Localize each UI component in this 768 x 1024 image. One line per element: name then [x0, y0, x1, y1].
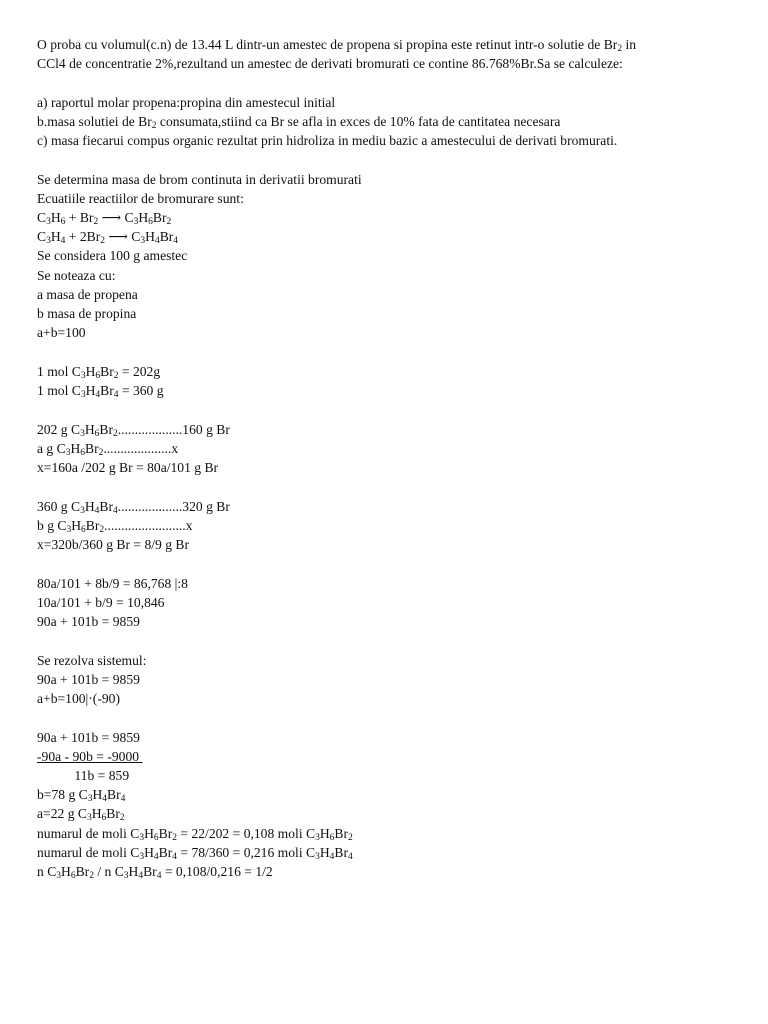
text-segment: = 0,108/0,216 = 1/2 [161, 864, 273, 879]
text-segment: Se rezolva sistemul: [37, 653, 147, 668]
text-line [37, 535, 189, 554]
subscript: 4 [156, 871, 162, 881]
text-segment: 360 g C [37, 499, 81, 514]
text-line [37, 651, 146, 670]
text-line [37, 804, 125, 823]
text-line [37, 112, 560, 131]
text-segment: 90a + 101b = 9859 [37, 672, 140, 687]
text-segment: n C [37, 864, 57, 879]
text-line [37, 728, 140, 747]
text-segment: Br [99, 499, 113, 514]
text-line [37, 824, 353, 843]
text-segment: Br [85, 518, 100, 533]
subscript: 6 [101, 813, 107, 823]
text-segment: ...................160 g Br [117, 422, 230, 437]
subscript: 3 [86, 813, 92, 823]
subscript: 2 [347, 833, 353, 843]
text-segment: Br [334, 845, 348, 860]
subscript: 3 [80, 429, 85, 439]
text-segment: Br [107, 787, 121, 802]
subscript: 4 [347, 852, 353, 862]
text-segment: H [50, 229, 61, 244]
text-line [37, 285, 138, 304]
text-segment: a g C [37, 441, 66, 456]
text-line [37, 497, 230, 516]
text-segment: a masa de propena [37, 287, 138, 302]
subscript: 3 [66, 525, 72, 535]
text-line [37, 208, 171, 227]
text-segment: consumata,stiind ca Br se afla in exces de 10% fata de cantitatea necesara [156, 114, 561, 129]
text-segment: 202 g C [37, 422, 81, 437]
subscript: 3 [123, 871, 129, 881]
text-segment: a=22 g C [37, 806, 87, 821]
subscript: 4 [173, 236, 179, 246]
text-line [37, 266, 116, 285]
text-line [37, 323, 86, 342]
text-segment: + Br [65, 210, 94, 225]
text-segment: x=320b/360 g Br = 8/9 g Br [37, 537, 190, 552]
text-line [37, 362, 160, 381]
subscript: 4 [120, 794, 126, 804]
text-segment: ....................x [103, 441, 179, 456]
text-segment: H [319, 845, 330, 860]
text-segment: = 202g [118, 364, 161, 379]
text-segment: Br [100, 383, 114, 398]
text-line [37, 170, 362, 189]
subscript: 4 [172, 852, 177, 862]
text-segment: Br [158, 826, 173, 841]
text-line [37, 93, 335, 112]
text-line [37, 304, 136, 323]
subscript: 6 [95, 371, 101, 381]
text-segment: ⟶ C [105, 229, 141, 244]
text-segment: + 2Br [65, 229, 101, 244]
text-segment: 10a/101 + b/9 = 10,846 [37, 595, 165, 610]
text-segment: Br [99, 422, 113, 437]
text-segment: H [50, 210, 61, 225]
text-segment: Br [100, 364, 114, 379]
text-segment: CCl4 de concentratie 2%,rezultand un amestec de derivati bromurati ce contine 86.768%Br.Sa se calculeze: [37, 56, 623, 71]
subscript: 3 [65, 448, 71, 458]
text-segment: H [319, 826, 330, 841]
subscript: 4 [329, 852, 335, 862]
text-segment: a) raportul molar propena:propina din amestecul initial [37, 95, 336, 110]
text-segment: Se determina masa de brom continuta in derivatii bromurati [37, 172, 362, 187]
text-segment: H [71, 518, 82, 533]
subscript: 6 [153, 833, 159, 843]
subscript: 3 [139, 833, 145, 843]
subscript: 4 [112, 506, 118, 516]
subscript: 2 [172, 833, 177, 843]
subscript: 3 [315, 852, 320, 862]
text-line [37, 747, 142, 766]
subscript: 3 [46, 217, 51, 227]
subscript: 6 [60, 217, 66, 227]
subscript: 4 [102, 794, 108, 804]
text-segment: b g C [37, 518, 67, 533]
text-segment: 1 mol C [37, 383, 81, 398]
subscript: 3 [133, 217, 139, 227]
subscript: 2 [151, 121, 157, 131]
text-line [37, 785, 125, 804]
text-segment: -90a - 90b = -9000 [37, 749, 143, 764]
subscript: 2 [100, 236, 106, 246]
text-line [37, 227, 178, 246]
text-segment: c) masa fiecarui compus organic rezultat prin hidroliza in mediu bazic a amestecului de derivati bromurati. [37, 133, 618, 148]
subscript: 4 [60, 236, 66, 246]
text-segment: / n C [93, 864, 124, 879]
text-segment: = 78/360 = 0,216 moli C [177, 845, 316, 860]
text-segment: 90a + 101b = 9859 [37, 730, 140, 745]
text-line [37, 593, 164, 612]
subscript: 4 [95, 390, 101, 400]
text-segment: H [85, 383, 96, 398]
subscript: 3 [80, 371, 86, 381]
text-segment: H [144, 845, 154, 860]
subscript: 6 [70, 871, 76, 881]
text-line [37, 54, 623, 73]
subscript: 4 [153, 852, 159, 862]
text-segment: numarul de moli C [37, 826, 140, 841]
subscript: 3 [46, 236, 51, 246]
text-line [37, 574, 188, 593]
text-segment: H [144, 826, 154, 841]
text-segment: Br [75, 864, 90, 879]
text-segment: b=78 g C [37, 787, 88, 802]
text-line [37, 843, 353, 862]
text-segment: ⟶ C [98, 210, 134, 225]
text-segment: = 22/202 = 0,108 moli C [177, 826, 316, 841]
subscript: 2 [166, 217, 172, 227]
subscript: 3 [139, 852, 145, 862]
subscript: 6 [148, 217, 153, 227]
text-segment: 1 mol C [37, 364, 81, 379]
text-segment: H [70, 441, 81, 456]
subscript: 3 [80, 390, 86, 400]
text-segment: H [84, 499, 95, 514]
subscript: 6 [329, 833, 335, 843]
subscript: 3 [87, 794, 93, 804]
text-segment: H [92, 787, 103, 802]
text-line [37, 670, 140, 689]
text-segment: C [37, 210, 47, 225]
subscript: 6 [81, 525, 86, 535]
text-segment: 11b = 859 [37, 768, 130, 783]
text-segment: Br [158, 845, 173, 860]
text-segment: H [128, 864, 139, 879]
text-segment: C [37, 229, 47, 244]
text-line [37, 381, 164, 400]
text-segment: numarul de moli C [37, 845, 140, 860]
text-line [37, 458, 218, 477]
subscript: 2 [93, 217, 99, 227]
subscript: 2 [98, 448, 104, 458]
text-segment: 80a/101 + 8b/9 = 86,768 |:8 [37, 576, 188, 591]
text-line [37, 131, 617, 150]
text-segment: Br [159, 229, 174, 244]
subscript: 4 [113, 390, 119, 400]
text-line [37, 689, 120, 708]
subscript: 3 [80, 506, 85, 516]
text-segment: O proba cu volumul(c.n) de 13.44 L dintr-un amestec de propena si propina este retinut intr-o solutie de Br [37, 37, 618, 52]
text-line [37, 439, 178, 458]
subscript: 2 [617, 44, 623, 54]
subscript: 6 [80, 448, 86, 458]
text-line [37, 516, 193, 535]
subscript: 2 [99, 525, 105, 535]
text-segment: Br [106, 806, 120, 821]
subscript: 4 [94, 506, 100, 516]
text-segment: Br [334, 826, 348, 841]
text-segment: Se noteaza cu: [37, 268, 116, 283]
text-segment: H [84, 422, 95, 437]
subscript: 4 [154, 236, 160, 246]
text-segment: H [91, 806, 102, 821]
text-line [37, 420, 230, 439]
text-segment: Br [85, 441, 99, 456]
text-segment: a+b=100 [37, 325, 86, 340]
subscript: 2 [119, 813, 125, 823]
text-segment: Ecuatiile reactiilor de bromurare sunt: [37, 191, 244, 206]
subscript: 4 [138, 871, 144, 881]
text-line [37, 246, 187, 265]
text-segment: = 360 g [118, 383, 164, 398]
text-segment: H [145, 229, 155, 244]
text-segment: Se considera 100 g amestec [37, 248, 188, 263]
text-segment: a+b=100|·(-90) [37, 691, 120, 706]
text-segment: H [85, 364, 96, 379]
text-segment: H [138, 210, 149, 225]
subscript: 3 [315, 833, 320, 843]
text-segment: b.masa solutiei de Br [37, 114, 152, 129]
text-line [37, 189, 244, 208]
subscript: 6 [94, 429, 100, 439]
subscript: 3 [140, 236, 146, 246]
subscript: 2 [89, 871, 94, 881]
text-segment: x=160a /202 g Br = 80a/101 g Br [37, 460, 219, 475]
text-line [37, 612, 140, 631]
subscript: 3 [56, 871, 62, 881]
text-segment: 90a + 101b = 9859 [37, 614, 140, 629]
text-segment: H [61, 864, 71, 879]
text-line [37, 766, 129, 785]
text-segment: b masa de propina [37, 306, 137, 321]
subscript: 2 [113, 371, 119, 381]
text-line [37, 862, 273, 881]
text-segment: in [622, 37, 637, 52]
text-segment: ...................320 g Br [117, 499, 230, 514]
subscript: 2 [112, 429, 118, 439]
text-segment: ........................x [104, 518, 193, 533]
text-segment: Br [152, 210, 167, 225]
text-segment: Br [143, 864, 157, 879]
text-line [37, 35, 636, 54]
